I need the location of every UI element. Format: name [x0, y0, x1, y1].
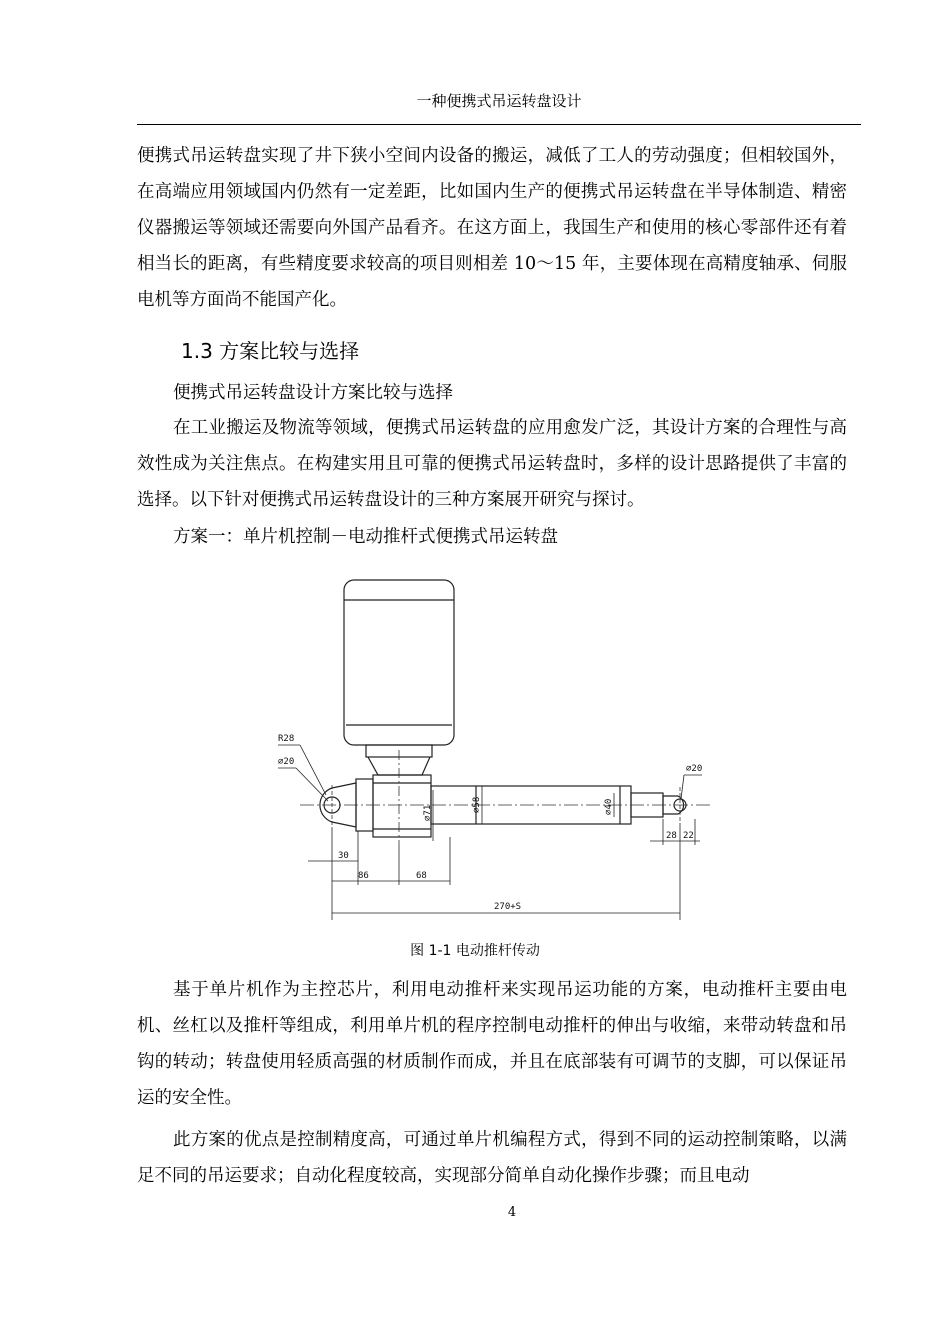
actuator-drawing: [270, 575, 730, 925]
label-dim-total: 270+S: [494, 902, 522, 912]
subtitle: 便携式吊运转盘设计方案比较与选择: [173, 383, 453, 403]
label-dim68: 68: [416, 871, 427, 881]
label-dim30: 30: [338, 851, 349, 861]
paragraph-overview: 在工业搬运及物流等领域，便携式吊运转盘的应用愈发广泛，其设计方案的合理性与高效性成为关注焦点。在构建实用且可靠的便携式吊运转盘时，多样的设计思路提供了丰富的选择。以下针对便携式吊运转盘设计的三种方案展开研究与探讨。: [137, 418, 847, 510]
caption-text: 电动推杆传动: [451, 943, 540, 959]
motor-body: [344, 580, 454, 745]
label-d40: ⌀40: [604, 798, 614, 815]
label-d58: ⌀58: [472, 796, 482, 813]
label-dim86: 86: [358, 871, 369, 881]
label-r28: R28: [278, 734, 295, 744]
header-rule: [137, 124, 861, 125]
scheme-one-title: 方案一：单片机控制－电动推杆式便携式吊运转盘: [173, 527, 558, 547]
label-d71: ⌀71: [423, 804, 433, 821]
paragraph-advantages: 此方案的优点是控制精度高，可通过单片机编程方式，得到不同的运动控制策略，以满足不同的吊运要求；自动化程度较高，实现部分简单自动化操作步骤；而且电动: [137, 1130, 847, 1186]
section-heading: 1.3 方案比较与选择: [181, 339, 360, 363]
paragraph-intro: 便携式吊运转盘实现了井下狭小空间内设备的搬运，减低了工人的劳动强度；但相较国外，在高端应用领域国内仍然有一定差距，比如国内生产的便携式吊运转盘在半导体制造、精密仪器搬运等领域还需要向外国产品看齐。在这方面上，我国生产和使用的核心零部件还有着相当长的距离，有些精度要求较高的项目则相差 10～15 年，主要体现在高精度轴承、伺服电机等方面尚不能国产化。: [137, 146, 847, 310]
paragraph-scheme1: 基于单片机作为主控芯片，利用电动推杆来实现吊运功能的方案，电动推杆主要由电机、丝杠以及推杆等组成，利用单片机的程序控制电动推杆的伸出与收缩，来带动转盘和吊钩的转动；转盘使用轻质高强的材质制作而成，并且在底部装有可调节的支脚，可以保证吊运的安全性。: [137, 980, 847, 1108]
caption-number: 1-1: [428, 943, 452, 959]
page-number: 4: [507, 1205, 517, 1220]
figure-caption: [0, 940, 950, 960]
running-header: 一种便携式吊运转盘设计: [416, 92, 582, 110]
caption-prefix: 图: [410, 943, 429, 959]
label-dim28: 28: [666, 831, 677, 841]
label-d20-left: ⌀20: [278, 757, 295, 767]
label-d20-right: ⌀20: [686, 764, 703, 774]
label-dim22: 22: [683, 831, 694, 841]
